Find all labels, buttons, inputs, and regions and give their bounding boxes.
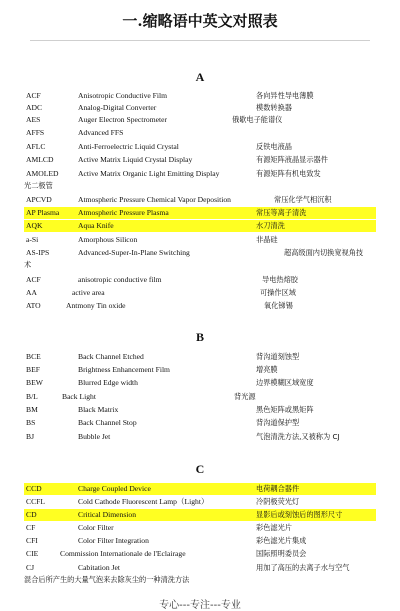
table-row bbox=[24, 548, 376, 560]
table-row-highlighted bbox=[24, 483, 376, 495]
table-row-highlighted bbox=[24, 207, 376, 219]
chinese-cell: 超高级面内切换宽视角技 bbox=[284, 248, 364, 257]
chinese-cell: 有源矩阵液晶显示器件 bbox=[256, 155, 328, 164]
wrapped-text: 术 bbox=[24, 260, 32, 269]
chinese-cell: 非晶硅 bbox=[256, 235, 278, 244]
abbr-cell: B/L bbox=[26, 392, 38, 401]
abbr-cell: APCVD bbox=[26, 195, 52, 204]
english-cell: Aqua Knife bbox=[78, 221, 114, 230]
abbr-cell: BJ bbox=[26, 432, 35, 441]
abbr-cell: AA bbox=[26, 288, 37, 297]
table-row bbox=[24, 391, 376, 403]
abbr-cell: CCFL bbox=[26, 497, 45, 506]
english-cell: Charge Coupled Device bbox=[78, 484, 151, 493]
abbr-cell: BCE bbox=[26, 352, 41, 361]
english-cell: Advanced FFS bbox=[78, 128, 124, 137]
english-cell: Amorphous Silicon bbox=[78, 235, 138, 244]
abbr-cell: BS bbox=[26, 418, 36, 427]
table-row bbox=[24, 431, 376, 443]
english-cell: Blurred Edge width bbox=[78, 378, 138, 387]
chinese-cell: 彩色滤光片集成 bbox=[256, 536, 307, 545]
abbr-cell: CIE bbox=[26, 549, 39, 558]
chinese-cell: 显影后或刻蚀后的图形尺寸 bbox=[256, 510, 343, 519]
chinese-cell: 反铁电液晶 bbox=[256, 142, 292, 151]
chinese-cell: 增亮膜 bbox=[256, 365, 278, 374]
abbr-cell: ATO bbox=[26, 301, 41, 310]
chinese-cell: 水刀清洗 bbox=[256, 221, 285, 230]
chinese-cell: 黑色矩阵或黑矩阵 bbox=[256, 405, 314, 414]
table-row bbox=[24, 141, 376, 153]
table-row bbox=[24, 287, 376, 299]
table-row-highlighted bbox=[24, 220, 376, 232]
abbr-cell: AMOLED bbox=[26, 169, 59, 178]
abbr-cell: BM bbox=[26, 405, 38, 414]
title-divider bbox=[30, 40, 370, 41]
table-row bbox=[24, 90, 376, 102]
abbr-cell: CF bbox=[26, 523, 36, 532]
wrapped-text: 混合后所产生的大量气泡来去除灰尘的一种清洗方法 bbox=[24, 575, 190, 584]
chinese-cell: 背沟道保护型 bbox=[256, 418, 300, 427]
english-cell: Color Filter bbox=[78, 523, 114, 532]
chinese-cell: 常压等离子清洗 bbox=[256, 208, 307, 217]
chinese-cell: 电荷耦合器件 bbox=[256, 484, 300, 493]
section-b-heading: B bbox=[195, 330, 204, 344]
english-cell: Active Matrix Organic Light Emitting Display bbox=[78, 169, 220, 178]
chinese-cell: 氧化锑锡 bbox=[264, 301, 293, 310]
abbr-cell: CD bbox=[26, 510, 37, 519]
table-row bbox=[24, 114, 376, 126]
page-title: 一.缩略语中英文对照表 bbox=[122, 12, 278, 30]
table-row-highlighted bbox=[24, 509, 376, 521]
table-row bbox=[24, 562, 376, 574]
chinese-cell: 冷阴极荧光灯 bbox=[256, 497, 300, 506]
page-footer: 专心---专注---专业 bbox=[159, 600, 241, 611]
abbr-cell: a-Si bbox=[26, 235, 39, 244]
table-row bbox=[24, 364, 376, 376]
chinese-cell: 各向异性导电薄膜 bbox=[256, 91, 314, 100]
chinese-cell: 边界模糊区域宽度 bbox=[256, 378, 314, 387]
table-row bbox=[24, 102, 376, 114]
table-row bbox=[24, 535, 376, 547]
abbr-cell: CCD bbox=[26, 484, 42, 493]
english-cell: Brightness Enhancement Film bbox=[78, 365, 170, 374]
chinese-cell: 有源矩阵有机电致发 bbox=[256, 169, 321, 178]
english-cell: Active Matrix Liquid Crystal Display bbox=[78, 155, 193, 164]
abbr-cell: AQK bbox=[26, 221, 43, 230]
abbr-cell: ACF bbox=[26, 91, 41, 100]
section-c-heading: C bbox=[195, 462, 205, 476]
table-row bbox=[24, 417, 376, 429]
table-row bbox=[24, 404, 376, 416]
abbr-cell: ADC bbox=[26, 103, 43, 112]
table-row bbox=[24, 168, 376, 180]
wrapped-text: 光二极管 bbox=[24, 181, 53, 190]
english-cell: Cabitation Jet bbox=[78, 563, 120, 572]
table-row bbox=[24, 234, 376, 246]
abbr-cell: AMLCD bbox=[26, 155, 54, 164]
chinese-cell: 气泡清洗方法,又被称为 CJ bbox=[256, 432, 340, 441]
english-cell: Back Channel Stop bbox=[78, 418, 137, 427]
chinese-cell: 彩色滤光片 bbox=[256, 523, 292, 532]
english-cell: Advanced-Super-In-Plane Switching bbox=[78, 248, 190, 257]
abbr-cell: CJ bbox=[26, 563, 35, 572]
chinese-cell: 常压化学气相沉积 bbox=[274, 195, 332, 204]
english-cell: Black Matrix bbox=[78, 405, 119, 414]
english-cell: Commission Internationale de l'Eclairage bbox=[60, 549, 186, 558]
table-row bbox=[24, 247, 376, 259]
english-cell: Critical Dimension bbox=[78, 510, 136, 519]
table-row bbox=[24, 274, 376, 286]
chinese-cell: 国际照明委员会 bbox=[256, 549, 307, 558]
english-cell: Atmospheric Pressure Chemical Vapor Deposition bbox=[78, 195, 231, 204]
english-cell: active area bbox=[72, 288, 105, 297]
abbr-cell: AES bbox=[26, 115, 41, 124]
chinese-cell: 俄歇电子能谱仪 bbox=[232, 115, 283, 124]
table-row bbox=[24, 496, 376, 508]
abbr-cell: BEW bbox=[26, 378, 43, 387]
english-cell: Anti-Ferroelectric Liquid Crystal bbox=[78, 142, 179, 151]
table-row bbox=[24, 154, 376, 166]
section-a-heading: A bbox=[195, 70, 205, 84]
english-cell: Color Filter Integration bbox=[78, 536, 149, 545]
chinese-cell: 可操作区域 bbox=[260, 288, 296, 297]
table-row bbox=[24, 351, 376, 363]
chinese-cell: 背光源 bbox=[234, 392, 256, 401]
english-cell: Bubble Jet bbox=[78, 432, 111, 441]
abbr-cell: AS-IPS bbox=[26, 248, 50, 257]
table-row bbox=[24, 377, 376, 389]
english-cell: Atmospheric Pressure Plasma bbox=[78, 208, 169, 217]
english-cell: Auger Electron Spectrometer bbox=[78, 115, 167, 124]
english-cell: Cold Cathode Fluorescent Lamp（Light） bbox=[78, 497, 209, 506]
abbr-cell: ACF bbox=[26, 275, 41, 284]
chinese-cell: 用加了高压的去离子水与空气 bbox=[256, 563, 350, 572]
chinese-cell: 模数转换器 bbox=[256, 103, 292, 112]
table-row bbox=[24, 127, 376, 139]
abbr-cell: AP Plasma bbox=[26, 208, 60, 217]
table-row bbox=[24, 522, 376, 534]
english-cell: Analog-Digital Converter bbox=[78, 103, 157, 112]
english-cell: anisotropic conductive film bbox=[78, 275, 162, 284]
english-cell: Antmony Tin oxide bbox=[66, 301, 126, 310]
english-cell: Back Channel Etched bbox=[78, 352, 144, 361]
abbr-cell: AFFS bbox=[26, 128, 45, 137]
chinese-cell: 导电热熔胶 bbox=[262, 275, 298, 284]
table-row bbox=[24, 194, 376, 206]
english-cell: Anisotropic Conductive Film bbox=[78, 91, 168, 100]
chinese-cell: 背沟道刻蚀型 bbox=[256, 352, 300, 361]
abbr-cell: AFLC bbox=[26, 142, 46, 151]
table-row bbox=[24, 300, 376, 312]
abbr-cell: CFI bbox=[26, 536, 38, 545]
abbr-cell: BEF bbox=[26, 365, 40, 374]
english-cell: Back Light bbox=[62, 392, 96, 401]
